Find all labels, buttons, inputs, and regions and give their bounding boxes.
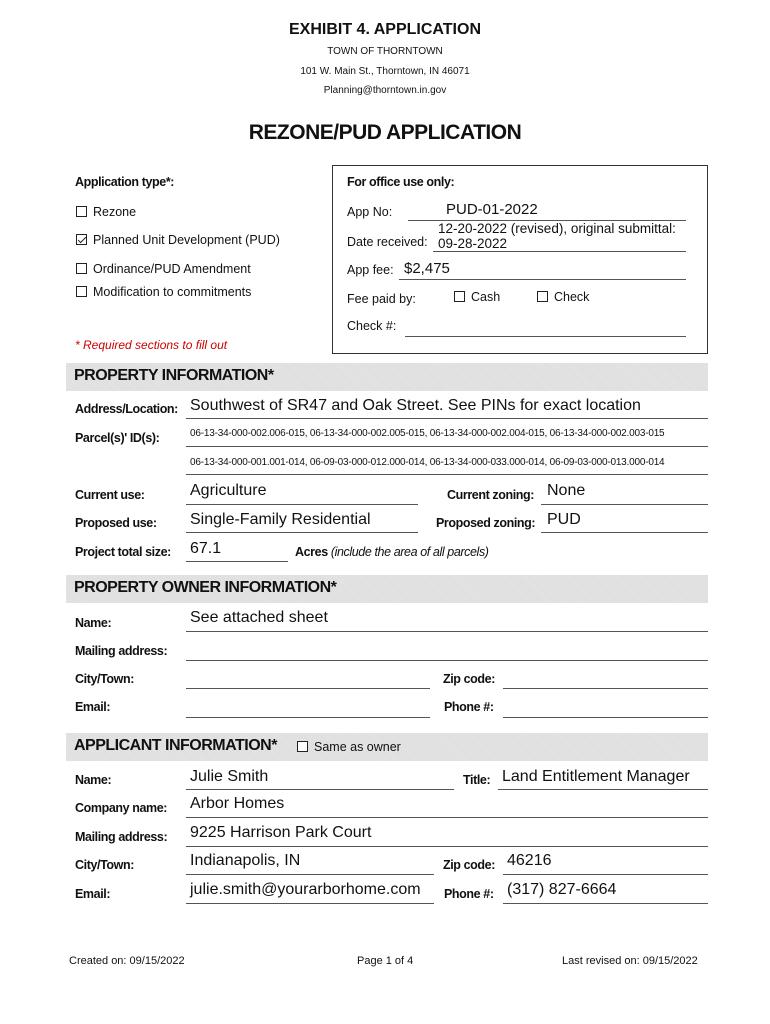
company-label: Company name: xyxy=(75,801,168,815)
town-address: 101 W. Main St., Thorntown, IN 46071 xyxy=(300,66,470,77)
applicant-mailing-value[interactable]: 9225 Harrison Park Court xyxy=(190,824,372,841)
proposed-zoning-label: Proposed zoning: xyxy=(436,516,536,530)
app-fee-value[interactable]: $2,475 xyxy=(404,260,450,277)
address-value[interactable]: Southwest of SR47 and Oak Street. See PINs for exact location xyxy=(190,397,641,414)
applicant-city-label: City/Town: xyxy=(75,858,134,872)
parcels-line2[interactable]: 06-13-34-000-001.001-014, 06-09-03-000-012.000-014, 06-13-34-000-033.000-014, 06-09-03-000-013.000-014 xyxy=(190,457,665,468)
applicant-name-label: Name: xyxy=(75,773,112,787)
current-zoning-value[interactable]: None xyxy=(547,482,586,499)
app-no-label: App No: xyxy=(347,205,393,219)
required-note: * Required sections to fill out xyxy=(75,338,228,352)
app-fee-label: App fee: xyxy=(347,263,394,277)
applicant-section-title: APPLICANT INFORMATION* xyxy=(74,737,277,754)
applicant-zip-value[interactable]: 46216 xyxy=(507,852,552,869)
proposed-use-label: Proposed use: xyxy=(75,516,157,530)
applicant-title-value[interactable]: Land Entitlement Manager xyxy=(502,768,690,785)
option-modification[interactable]: Modification to commitments xyxy=(76,285,251,299)
company-value[interactable]: Arbor Homes xyxy=(190,795,285,812)
footer-created: Created on: 09/15/2022 xyxy=(69,955,185,967)
rezone-checkbox[interactable] xyxy=(76,206,87,217)
footer-revised: Last revised on: 09/15/2022 xyxy=(562,955,698,967)
form-title: REZONE/PUD APPLICATION xyxy=(248,121,522,144)
app-no-value[interactable]: PUD-01-2022 xyxy=(446,201,538,218)
town-email: Planning@thorntown.in.gov xyxy=(323,85,447,96)
modification-checkbox[interactable] xyxy=(76,286,87,297)
applicant-email-label: Email: xyxy=(75,887,111,901)
fee-paid-label: Fee paid by: xyxy=(347,292,416,306)
owner-mailing-label: Mailing address: xyxy=(75,644,168,658)
applicant-zip-label: Zip code: xyxy=(443,858,495,872)
current-zoning-label: Current zoning: xyxy=(447,488,535,502)
same-as-owner-option[interactable]: Same as owner xyxy=(297,740,401,754)
option-rezone[interactable]: Rezone xyxy=(76,205,136,219)
current-use-value[interactable]: Agriculture xyxy=(190,482,267,499)
option-ordinance-amendment[interactable]: Ordinance/PUD Amendment xyxy=(76,262,251,276)
date-received-line2[interactable]: 09-28-2022 xyxy=(438,236,508,251)
applicant-mailing-label: Mailing address: xyxy=(75,830,168,844)
owner-zip-label: Zip code: xyxy=(443,672,495,686)
application-type-label: Application type*: xyxy=(75,175,175,189)
owner-name-label: Name: xyxy=(75,616,112,630)
applicant-section-bar xyxy=(66,733,708,761)
current-use-label: Current use: xyxy=(75,488,145,502)
applicant-phone-label: Phone #: xyxy=(444,887,494,901)
option-pud[interactable]: Planned Unit Development (PUD) xyxy=(76,233,280,247)
proposed-zoning-value[interactable]: PUD xyxy=(547,511,581,528)
footer-page: Page 1 of 4 xyxy=(357,955,414,967)
ordinance-amendment-checkbox[interactable] xyxy=(76,263,87,274)
date-received-label: Date received: xyxy=(347,235,428,249)
owner-section-title: PROPERTY OWNER INFORMATION* xyxy=(74,579,337,596)
exhibit-title: EXHIBIT 4. APPLICATION xyxy=(288,21,481,38)
applicant-phone-value[interactable]: (317) 827-6664 xyxy=(507,881,617,898)
fee-cash-option[interactable]: Cash xyxy=(454,290,500,304)
acres-label: Acres (include the area of all parcels) xyxy=(295,545,489,559)
applicant-title-label: Title: xyxy=(463,773,491,787)
project-size-label: Project total size: xyxy=(75,545,171,559)
owner-city-label: City/Town: xyxy=(75,672,134,686)
pud-checkbox[interactable] xyxy=(76,234,87,245)
property-section-title: PROPERTY INFORMATION* xyxy=(74,367,274,384)
fee-check-option[interactable]: Check xyxy=(537,290,589,304)
date-received-line1[interactable]: 12-20-2022 (revised), original submittal: xyxy=(438,221,676,236)
applicant-email-value[interactable]: julie.smith@yourarborhome.com xyxy=(190,881,421,898)
owner-name-value[interactable]: See attached sheet xyxy=(190,609,328,626)
town-name: TOWN OF THORNTOWN xyxy=(327,46,443,57)
project-size-value[interactable]: 67.1 xyxy=(190,540,222,557)
check-checkbox[interactable] xyxy=(537,291,548,302)
owner-phone-label: Phone #: xyxy=(444,700,494,714)
office-use-label: For office use only: xyxy=(347,175,455,189)
check-no-label: Check #: xyxy=(347,319,397,333)
owner-section-bar xyxy=(66,575,708,603)
proposed-use-value[interactable]: Single-Family Residential xyxy=(190,511,371,528)
applicant-name-value[interactable]: Julie Smith xyxy=(190,768,269,785)
acres-note: (include the area of all parcels) xyxy=(330,545,489,559)
owner-email-label: Email: xyxy=(75,700,111,714)
same-as-owner-checkbox[interactable] xyxy=(297,741,308,752)
address-label: Address/Location: xyxy=(75,402,178,416)
property-section-bar xyxy=(66,363,708,391)
parcels-line1[interactable]: 06-13-34-000-002.006-015, 06-13-34-000-002.005-015, 06-13-34-000-002.004-015, 06-13-34-000-002.003-015 xyxy=(190,428,665,439)
check-no-field[interactable] xyxy=(405,336,686,337)
applicant-city-value[interactable]: Indianapolis, IN xyxy=(190,852,301,869)
cash-checkbox[interactable] xyxy=(454,291,465,302)
parcels-label: Parcel(s)' ID(s): xyxy=(75,431,160,445)
